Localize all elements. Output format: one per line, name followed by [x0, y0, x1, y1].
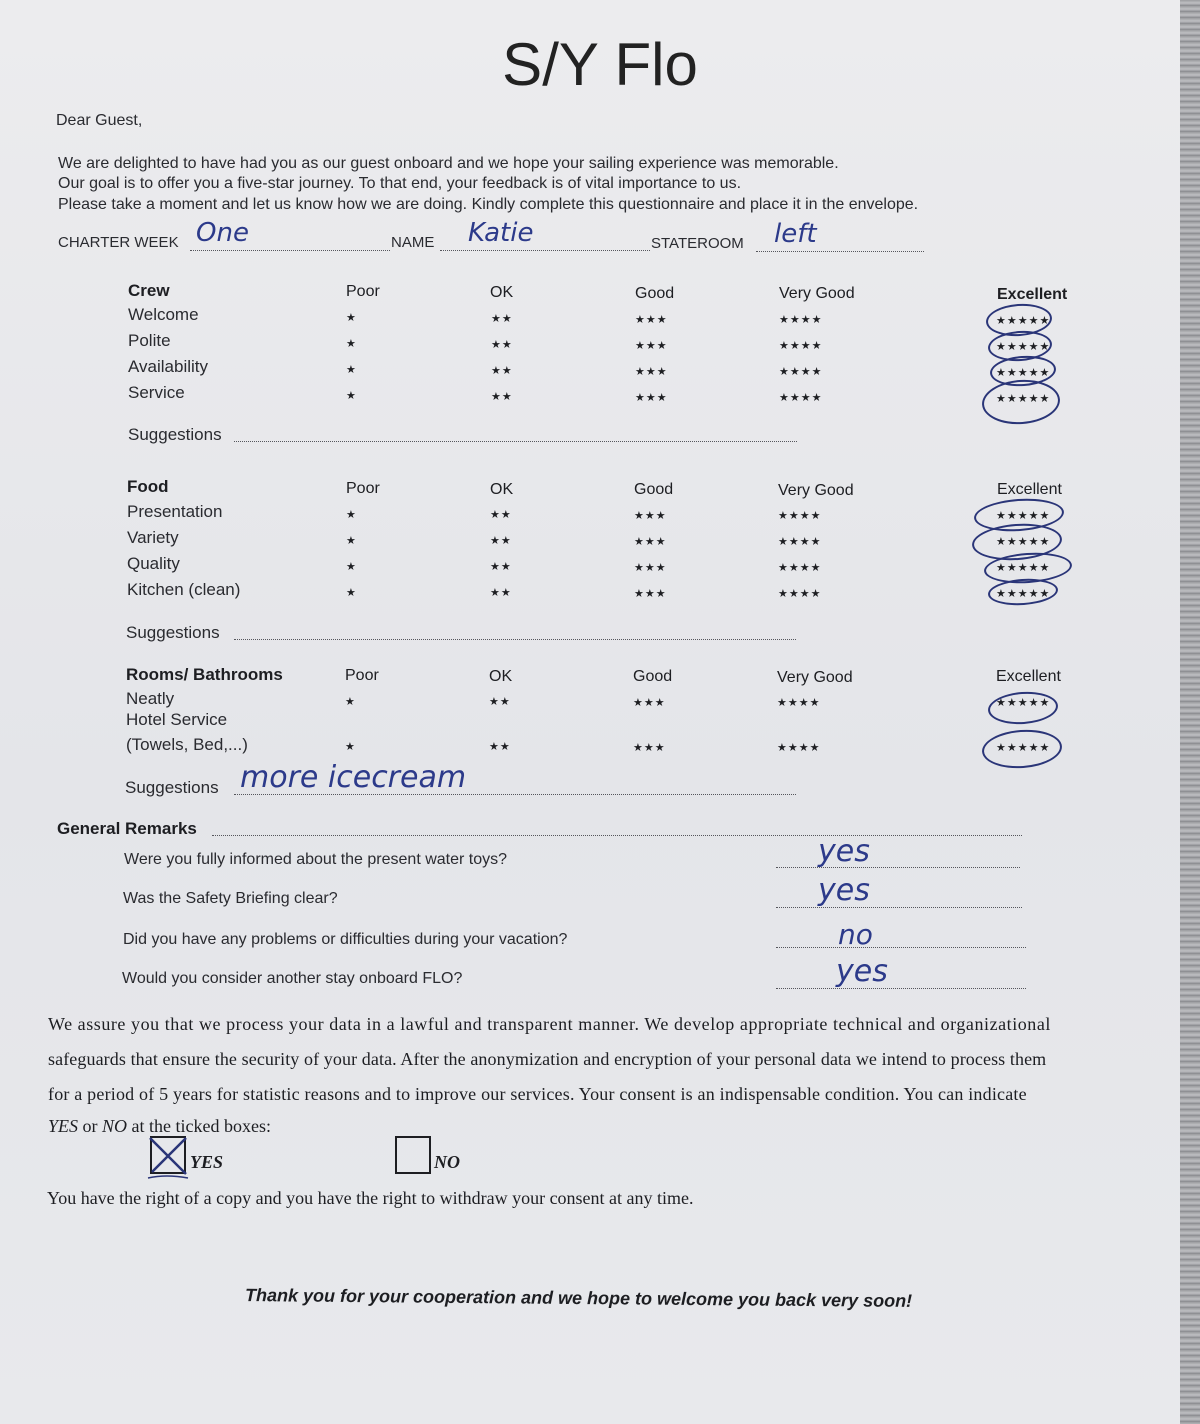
food-suggestions-field[interactable] — [234, 639, 796, 640]
rating-5-star[interactable]: ★★★★★ — [996, 510, 1051, 522]
col-ok: OK — [490, 481, 514, 498]
answer-another-stay[interactable]: yes — [836, 954, 888, 989]
food-item-quality: Quality — [127, 554, 180, 573]
intro-line-1: We are delighted to have had you as our guest onboard and we hope your sailing experience was memorable. — [58, 155, 839, 172]
section-heading-rooms: Rooms/ Bathrooms — [126, 665, 283, 684]
crew-item-welcome: Welcome — [128, 305, 199, 324]
rooms-item-hotel-service: Hotel Service — [126, 710, 228, 729]
rating-1-star[interactable]: ★ — [346, 312, 357, 324]
crew-item-availability: Availability — [128, 357, 209, 376]
consent-line-2: safeguards that ensure the security of your data. After the anonymization and encryption of your personal data we intend to process them — [48, 1049, 1047, 1069]
rating-2-star[interactable]: ★★ — [491, 365, 513, 377]
rating-5-star[interactable]: ★★★★★ — [996, 393, 1051, 405]
consent-indicate-rest: at the ticked boxes: — [127, 1116, 271, 1136]
food-suggestions-label: Suggestions — [126, 623, 220, 642]
rating-1-star[interactable]: ★ — [346, 390, 357, 402]
rating-2-star[interactable]: ★★ — [490, 587, 512, 599]
col-very-good: Very Good — [779, 285, 855, 302]
answer-line — [776, 907, 1022, 908]
rating-3-star[interactable]: ★★★ — [635, 340, 668, 352]
rating-3-star[interactable]: ★★★ — [634, 510, 667, 522]
rating-3-star[interactable]: ★★★ — [635, 314, 668, 326]
consent-yes-checkbox[interactable] — [150, 1136, 186, 1174]
rating-1-star[interactable]: ★ — [346, 364, 357, 376]
col-ok: OK — [490, 284, 514, 301]
rating-4-star[interactable]: ★★★★ — [779, 392, 823, 404]
general-remarks-field[interactable] — [212, 835, 1022, 836]
rating-3-star[interactable]: ★★★ — [633, 742, 666, 754]
closing-message: Thank you for your cooperation and we hope to welcome you back very soon! — [244, 1285, 913, 1311]
rating-5-star[interactable]: ★★★★★ — [996, 367, 1051, 379]
col-ok: OK — [489, 668, 513, 685]
col-good: Good — [634, 481, 674, 498]
col-good: Good — [633, 668, 673, 685]
consent-yes-label: YES — [190, 1152, 224, 1172]
col-poor: Poor — [346, 283, 380, 300]
answer-water-toys[interactable]: yes — [818, 834, 870, 869]
selection-circle — [981, 727, 1063, 770]
rating-2-star[interactable]: ★★ — [491, 313, 513, 325]
rating-2-star[interactable]: ★★ — [489, 696, 511, 708]
answer-problems[interactable]: no — [838, 918, 873, 951]
section-heading-food: Food — [127, 477, 169, 496]
stateroom-label: STATEROOM — [651, 235, 744, 252]
selection-circle — [987, 577, 1059, 608]
crew-item-polite: Polite — [128, 331, 171, 350]
paper-edge — [1180, 0, 1200, 1424]
rooms-item-towels-bed: (Towels, Bed,...) — [126, 735, 248, 754]
rating-2-star[interactable]: ★★ — [490, 561, 512, 573]
rating-1-star[interactable]: ★ — [345, 741, 356, 753]
answer-line — [776, 988, 1026, 989]
crew-item-service: Service — [128, 383, 185, 402]
rating-1-star[interactable]: ★ — [346, 338, 357, 350]
answer-safety-briefing[interactable]: yes — [818, 873, 870, 908]
rating-2-star[interactable]: ★★ — [491, 339, 513, 351]
question-another-stay: Would you consider another stay onboard FLO? — [122, 970, 463, 987]
selection-circle — [981, 377, 1062, 426]
rating-5-star[interactable]: ★★★★★ — [996, 588, 1051, 600]
greeting: Dear Guest, — [56, 112, 143, 129]
rating-4-star[interactable]: ★★★★ — [779, 366, 823, 378]
charter-week-line — [190, 250, 390, 251]
rating-2-star[interactable]: ★★ — [490, 509, 512, 521]
col-excellent: Excellent — [997, 481, 1062, 498]
consent-indicate-yes: YES — [48, 1116, 79, 1136]
rating-1-star[interactable]: ★ — [346, 509, 357, 521]
rating-4-star[interactable]: ★★★★ — [778, 588, 822, 600]
col-very-good: Very Good — [777, 669, 853, 686]
consent-line-3: for a period of 5 years for statistic reasons and to improve our services. Your consent is an indispensable condition. You can indicate — [48, 1084, 1027, 1104]
rating-2-star[interactable]: ★★ — [491, 391, 513, 403]
rating-5-star[interactable]: ★★★★★ — [996, 697, 1051, 709]
intro-line-3: Please take a moment and let us know how we are doing. Kindly complete this questionnaire and place it in the envelope. — [58, 196, 919, 213]
col-very-good: Very Good — [778, 482, 854, 499]
crew-suggestions-field[interactable] — [234, 441, 797, 442]
rating-4-star[interactable]: ★★★★ — [779, 340, 823, 352]
col-good: Good — [635, 285, 675, 302]
rating-1-star[interactable]: ★ — [345, 696, 356, 708]
rating-4-star[interactable]: ★★★★ — [777, 697, 821, 709]
rating-5-star[interactable]: ★★★★★ — [996, 536, 1051, 548]
rating-2-star[interactable]: ★★ — [490, 535, 512, 547]
charter-week-field[interactable]: One — [196, 218, 249, 248]
rating-3-star[interactable]: ★★★ — [634, 588, 667, 600]
check-mark-icon — [146, 1134, 192, 1180]
question-water-toys: Were you fully informed about the present water toys? — [124, 851, 508, 868]
question-problems: Did you have any problems or difficulties during your vacation? — [123, 931, 568, 948]
rating-4-star[interactable]: ★★★★ — [778, 562, 822, 574]
rooms-suggestions-field[interactable]: more icecream — [240, 760, 467, 795]
rating-4-star[interactable]: ★★★★ — [777, 742, 821, 754]
stateroom-field[interactable]: left — [774, 219, 817, 249]
rating-1-star[interactable]: ★ — [346, 535, 357, 547]
consent-indicate-no: NO — [102, 1116, 128, 1136]
rating-4-star[interactable]: ★★★★ — [778, 536, 822, 548]
rating-5-star[interactable]: ★★★★★ — [996, 562, 1051, 574]
name-label: NAME — [391, 234, 435, 251]
rating-3-star[interactable]: ★★★ — [635, 392, 668, 404]
rating-3-star[interactable]: ★★★ — [633, 697, 666, 709]
section-heading-crew: Crew — [128, 281, 170, 300]
intro-line-2: Our goal is to offer you a five-star journey. To that end, your feedback is of vital importance to us. — [58, 175, 742, 192]
general-remarks-label: General Remarks — [57, 819, 197, 838]
consent-rights: You have the right of a copy and you have the right to withdraw your consent at any time. — [47, 1188, 694, 1208]
rating-2-star[interactable]: ★★ — [489, 741, 511, 753]
col-excellent: Excellent — [996, 668, 1061, 685]
rating-3-star[interactable]: ★★★ — [634, 536, 667, 548]
charter-week-label: CHARTER WEEK — [58, 234, 179, 251]
consent-no-label: NO — [434, 1152, 460, 1172]
rating-5-star[interactable]: ★★★★★ — [996, 315, 1051, 327]
rating-1-star[interactable]: ★ — [346, 561, 357, 573]
food-item-variety: Variety — [127, 528, 179, 547]
food-item-presentation: Presentation — [127, 502, 223, 521]
rating-1-star[interactable]: ★ — [346, 587, 357, 599]
answer-line — [776, 947, 1026, 948]
rating-3-star[interactable]: ★★★ — [635, 366, 668, 378]
consent-line-1: We assure you that we process your data in a lawful and transparent manner. We develop appropriate technical and organizational — [48, 1014, 1051, 1034]
page-title: S/Y Flo — [502, 31, 698, 98]
col-poor: Poor — [346, 480, 380, 497]
name-line — [440, 250, 650, 251]
rating-5-star[interactable]: ★★★★★ — [996, 742, 1051, 754]
rating-4-star[interactable]: ★★★★ — [779, 314, 823, 326]
name-field[interactable]: Katie — [468, 218, 534, 248]
consent-indicate-or: or — [78, 1116, 103, 1136]
consent-no-checkbox[interactable] — [395, 1136, 431, 1174]
stateroom-line — [756, 251, 924, 252]
col-poor: Poor — [345, 667, 379, 684]
rooms-item-neatly: Neatly — [126, 689, 175, 708]
answer-line — [776, 867, 1020, 868]
rooms-suggestions-label: Suggestions — [125, 778, 219, 797]
crew-suggestions-label: Suggestions — [128, 425, 222, 444]
food-item-kitchen: Kitchen (clean) — [127, 580, 241, 599]
rating-4-star[interactable]: ★★★★ — [778, 510, 822, 522]
rating-3-star[interactable]: ★★★ — [634, 562, 667, 574]
rating-5-star[interactable]: ★★★★★ — [996, 341, 1051, 353]
col-excellent: Excellent — [997, 286, 1068, 303]
question-safety-briefing: Was the Safety Briefing clear? — [123, 890, 338, 907]
